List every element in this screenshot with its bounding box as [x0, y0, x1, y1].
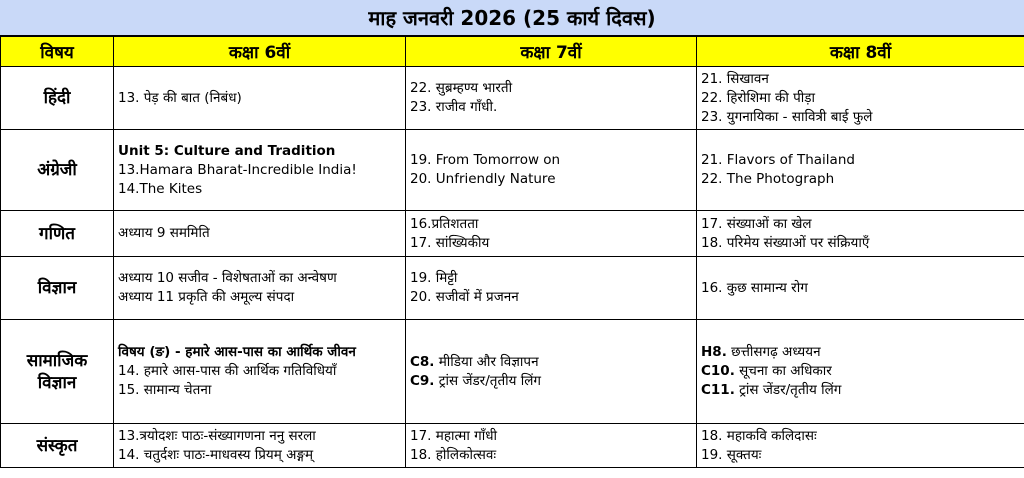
cell-sanskrit-class7 — [406, 424, 697, 468]
lesson-item: 18. महाकवि कलिदासः — [701, 427, 817, 444]
table-row — [1, 257, 1024, 320]
lesson-item: 16.प्रतिशतता — [410, 215, 479, 232]
unit-heading: Unit 5: Culture and Tradition — [118, 142, 336, 159]
lesson-item — [701, 362, 1020, 381]
cell-science-class6 — [114, 257, 406, 320]
lesson-item: 19. मिट्टी — [410, 270, 458, 286]
lesson-item: 14.The Kites — [118, 180, 203, 197]
lesson-item — [410, 372, 692, 391]
cell-sanskrit-class6 — [114, 424, 406, 468]
cell-english-class8 — [697, 130, 1024, 211]
lesson-item: 17. सांख्यिकीय — [410, 234, 490, 251]
subject-maths: गणित — [1, 211, 114, 257]
cell-hindi-class8 — [697, 67, 1024, 130]
table-row — [1, 320, 1024, 424]
lesson-item: 23. युगनायिका - सावित्री बाई फुले — [701, 108, 873, 125]
cell-maths-class7 — [406, 211, 697, 257]
cell-hindi-class6 — [114, 67, 406, 130]
lesson-item: 17. संख्याओं का खेल — [701, 215, 812, 232]
cell-maths-class6 — [114, 211, 406, 257]
header-row — [1, 37, 1024, 67]
lesson-item: 21. सिखावन — [701, 70, 769, 87]
lesson-text: छत्तीसगढ़ अध्ययन — [726, 344, 821, 360]
cell-social-class6 — [114, 320, 406, 424]
subject-line: सामाजिक — [26, 350, 88, 371]
lesson-item: 13.त्रयोदशः पाठः-संख्यागणना ननु सरला — [118, 427, 316, 444]
lesson-item: 14. हमारे आस-पास की आर्थिक गतिविधियाँ — [118, 363, 337, 379]
lesson-item: 17. महात्मा गाँधी — [410, 427, 498, 444]
lesson-code: C10. — [701, 363, 735, 379]
lesson-text: मीडिया और विज्ञापन — [434, 353, 539, 370]
header-class-7: कक्षा 7वीं — [406, 37, 697, 67]
lesson-item: अध्याय 11 प्रकृति की अमूल्य संपदा — [118, 289, 295, 305]
lesson-item: 15. सामान्य चेतना — [118, 382, 212, 398]
cell-science-class8 — [697, 257, 1024, 320]
lesson-item: 20. Unfriendly Nature — [410, 171, 556, 187]
lesson-text: ट्रांस जेंडर/तृतीय लिंग — [434, 372, 542, 389]
lesson-item: अध्याय 10 सजीव - विशेषताओं का अन्वेषण — [118, 270, 337, 286]
lesson-item: 16. कुछ सामान्य रोग — [701, 279, 808, 296]
cell-english-class6 — [114, 130, 406, 211]
syllabus-table — [0, 36, 1024, 468]
lesson-item: 22. The Photograph — [701, 171, 835, 187]
lesson-item: 13. पेड़ की बात (निबंध) — [118, 89, 242, 106]
lesson-item: 23. राजीव गाँधी. — [410, 99, 498, 115]
lesson-item: 22. सुब्रम्हण्य भारती — [410, 80, 513, 96]
lesson-code: C9. — [410, 372, 435, 389]
table-row — [1, 67, 1024, 130]
lesson-code: C11. — [701, 382, 735, 398]
lesson-item: 14. चतुर्दशः पाठः-माधवस्य प्रियम् अङ्गम् — [118, 446, 314, 463]
lesson-item: 19. सूक्तयः — [701, 446, 762, 463]
unit-heading: विषय (ङ) - हमारे आस-पास का आर्थिक जीवन — [118, 344, 356, 360]
lesson-item — [701, 381, 1020, 400]
lesson-item: 20. सजीवों में प्रजनन — [410, 289, 519, 305]
lesson-item: 22. हिरोशिमा की पीड़ा — [701, 89, 816, 106]
lesson-item: 19. From Tomorrow on — [410, 152, 561, 168]
table-row — [1, 424, 1024, 468]
cell-english-class7 — [406, 130, 697, 211]
lesson-item — [410, 353, 692, 372]
subject-english: अंग्रेजी — [1, 130, 114, 211]
header-class-6: कक्षा 6वीं — [114, 37, 406, 67]
lesson-text: ट्रांस जेंडर/तृतीय लिंग — [734, 382, 842, 398]
subject-line: विज्ञान — [37, 372, 77, 393]
page-title: माह जनवरी 2026 (25 कार्य दिवस) — [0, 0, 1024, 36]
subject-sanskrit: संस्कृत — [1, 424, 114, 468]
lesson-code: H8. — [701, 344, 727, 360]
lesson-item: 18. परिमेय संख्याओं पर संक्रियाएँ — [701, 234, 870, 251]
cell-science-class7 — [406, 257, 697, 320]
cell-social-class8 — [697, 320, 1024, 424]
subject-science: विज्ञान — [1, 257, 114, 320]
lesson-item: 13.Hamara Bharat-Incredible India! — [118, 161, 357, 178]
header-class-8: कक्षा 8वीं — [697, 37, 1024, 67]
cell-social-class7 — [406, 320, 697, 424]
lesson-item — [701, 343, 1020, 362]
cell-maths-class8 — [697, 211, 1024, 257]
lesson-item: अध्याय 9 सममिति — [118, 225, 210, 241]
table-row — [1, 130, 1024, 211]
cell-hindi-class7 — [406, 67, 697, 130]
lesson-item: 18. होलिकोत्सवः — [410, 446, 497, 463]
lesson-code: C8. — [410, 353, 435, 370]
subject-hindi: हिंदी — [1, 67, 114, 130]
cell-sanskrit-class8 — [697, 424, 1024, 468]
header-subject: विषय — [1, 37, 114, 67]
lesson-text: सूचना का अधिकार — [734, 363, 832, 379]
table-row — [1, 211, 1024, 257]
subject-social-science — [1, 320, 114, 424]
lesson-item: 21. Flavors of Thailand — [701, 152, 855, 168]
